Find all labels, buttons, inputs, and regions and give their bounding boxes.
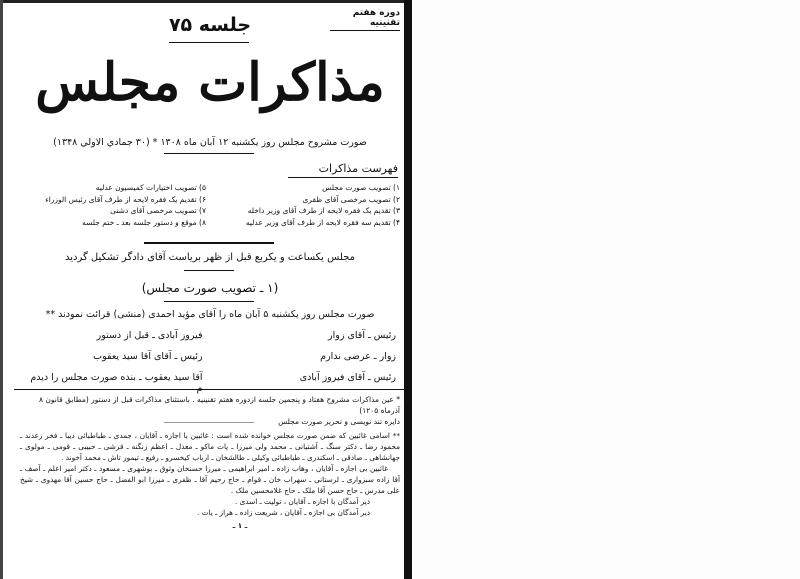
index-column-right bbox=[210, 182, 400, 228]
divider bbox=[164, 301, 254, 302]
index-item: ۸) موقع و دستور جلسه بعد ـ ختم جلسه bbox=[82, 217, 206, 227]
divider bbox=[169, 42, 249, 43]
document-page bbox=[14, 0, 406, 579]
dialogue-line: آقا سید یعقوب ـ بنده صورت مجلس را دیدم bbox=[30, 372, 203, 383]
index-item: ۶) تقدیم یک فقره لایحه از طرف آقای رئیس الوزراء bbox=[45, 194, 206, 204]
section-heading: (۱ ـ تصویب صورت مجلس) bbox=[141, 281, 279, 295]
attendance-notes bbox=[20, 430, 400, 531]
index-item: ۵) تصویب اختیارات کمیسیون عدلیه bbox=[95, 183, 206, 192]
index-item: ۳) تقدیم یک فقره لایحه از طرف آقای وزیر داخله bbox=[247, 206, 400, 215]
dialogue-line: رئیس ـ آقای فیروز آبادی bbox=[299, 372, 396, 383]
late-without-leave: دیر آمدگان بی اجازه ـ آقایان ، شریعت زاده ـ هراز ـ یات . bbox=[197, 508, 370, 517]
divider bbox=[164, 153, 254, 154]
index-column-left bbox=[16, 182, 206, 228]
minutes-intro: صورت مجلس روز یکشنبه ۵ آبان ماه را آقای مؤید احمدی (منشی) قرائت نمودند ** bbox=[45, 309, 375, 320]
absent-with-leave: ** اسامی غائبین که ضمن صورت مجلس خوانده شده است : غائبین با اجازه ـ آقایان ، جمدی ـ طباطبائی دیبا ـ فخر زعدند ـ محمود رضا ـ دکتر سنگ ـ آشتیانی ـ محمد ولی میرزا ـ یات ماکو ـ معدل ـ اعظم زنگنه ـ قرشی ـ حبیبی ـ قومی ـ مولوی ـ جهانشاهی ـ صادقی ـ اسکندری ـ طباطبائی وکیلی ـ طالشخان ـ ارباب کیخسرو ـ رفیع ـ تیمور تاش ـ محمد آخوند . bbox=[20, 431, 400, 462]
footnote-line: * عین مذاکرات مشروح هفتاد و پنجمین جلسه ازدوره هفتم تقنینیه . باستثنای مذاکرات قبل از دستور (مطابق قانون ۸ آذرماه ۱۲۰۵) bbox=[38, 395, 400, 415]
period-label: دوره هفتم تقنینیه bbox=[330, 8, 400, 31]
index-item: ۴) تقدیم سه فقره لایحه از طرف آقای وزیر عدلیه bbox=[245, 217, 400, 227]
index-item: ۷) تصویب مرخصی آقای دشتی bbox=[110, 206, 206, 215]
session-title: جلسه ۷۵ bbox=[168, 14, 252, 36]
dialogue-row bbox=[24, 330, 396, 341]
index-item: ۱) تصویب صورت مجلس bbox=[322, 183, 400, 192]
blank-facing-page bbox=[412, 0, 800, 579]
dialogue-line: رئیس ـ آقای آقا سید یعقوب bbox=[93, 351, 203, 362]
footnote-rule bbox=[14, 389, 406, 390]
scan-left-edge bbox=[0, 0, 3, 579]
index-item: ۲) تصویب مرخصی آقای ظفری bbox=[302, 194, 400, 204]
page-number: ـ ۱ ـ bbox=[232, 521, 248, 530]
absent-without-leave: غائبین بی اجازه ـ آقایان ، وهاب زاده ـ امیر ابراهیمی ـ میرزا حسنخان وثوق ـ بوشهری ـ مسعود ـ دکتر امیر اعلم ـ آصف ـ آقا زاده سبزواری ـ لرستانی ـ سهراب خان ـ قوام ـ حاج رحیم آقا ـ ظفری ـ میرزا ابو الفضل ـ حاج حسین آقا مهدوی ـ شیخ علی مدرس ـ حاج حسن آقا ملک ـ حاج غلامحسین ملک . bbox=[20, 464, 400, 495]
dialogue-row bbox=[24, 351, 396, 362]
publication-title: مذاکرات مجلس bbox=[35, 52, 385, 113]
late-with-leave: دیر آمدگان با اجازه ـ آقایان ، تولیت ـ اسدی . bbox=[234, 497, 370, 506]
ornamental-divider bbox=[144, 242, 274, 244]
divider bbox=[184, 270, 234, 271]
dialogue-line: رئیس ـ آقای زوار bbox=[328, 330, 396, 341]
opening-statement: مجلس یکساعت و یکربع قبل از ظهر بریاست آقای دادگر تشکیل گردید bbox=[64, 252, 356, 263]
dialogue-line: زوار ـ عرضی ندارم bbox=[320, 351, 396, 362]
index-heading: فهرست مذاکرات bbox=[288, 162, 398, 178]
dialogue-row bbox=[24, 372, 396, 394]
footnote-line: دایره تند نویسی و تحریر صورت مجلس bbox=[278, 417, 400, 426]
divider bbox=[164, 422, 254, 423]
subtitle: صورت مشروح مجلس روز یکشنبه ۱۲ آبان ماه ۱۳۰۸ * (۳۰ جمادي الاولي ۱۳۴۸) bbox=[53, 137, 367, 148]
dialogue-line: فیروز آبادی ـ قبل از دستور bbox=[96, 330, 203, 341]
